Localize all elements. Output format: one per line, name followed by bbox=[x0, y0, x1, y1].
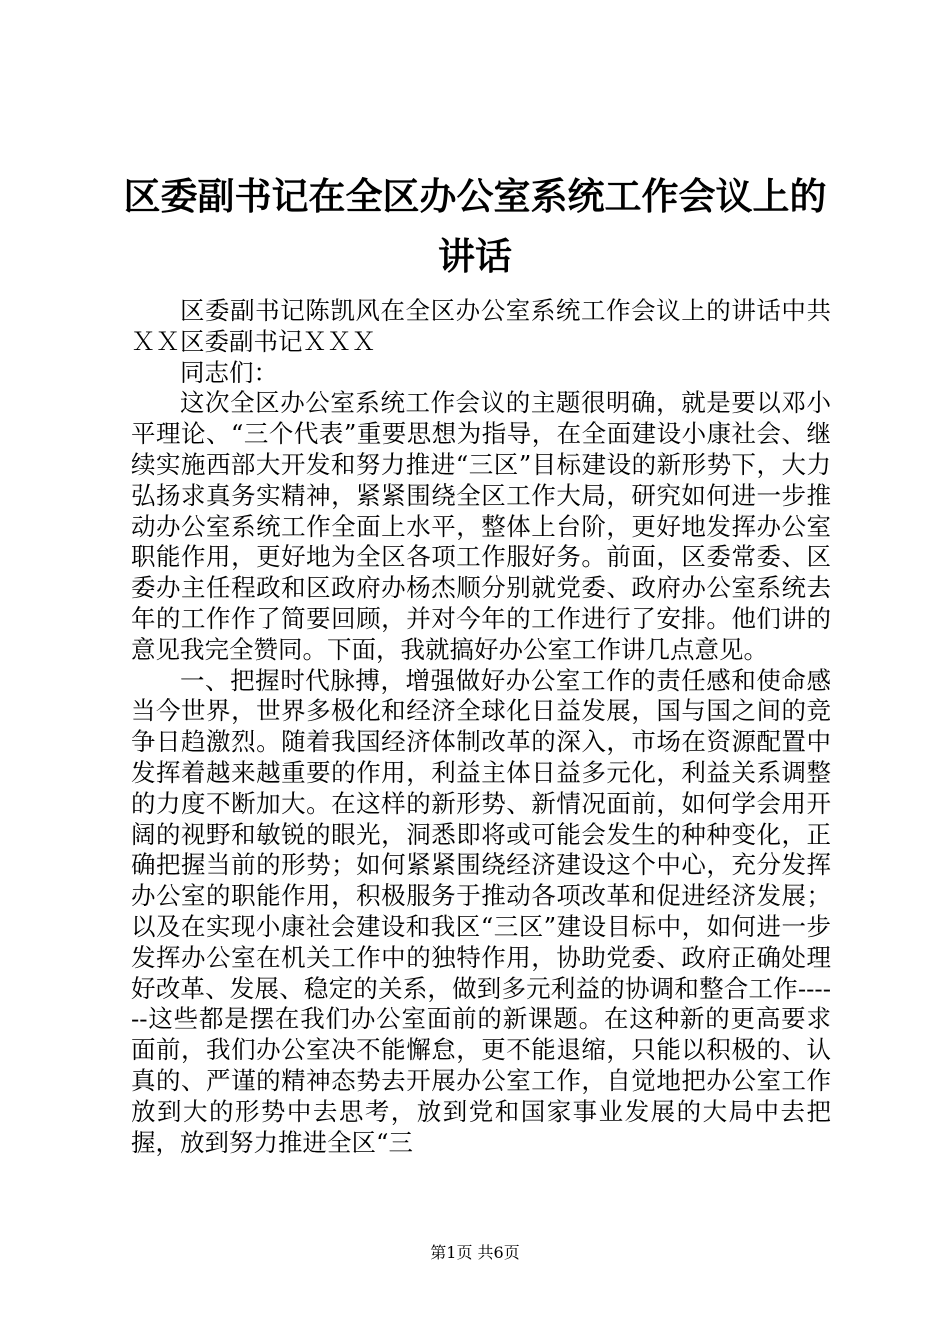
paragraph: 这次全区办公室系统工作会议的主题很明确，就是要以邓小平理论、“三个代表”重要思想为指导，在全面建设小康社会、继续实施西部大开发和努力推进“三区”目标建设的新形势下，大力弘扬求真务实精神，紧紧围绕全区工作大局，研究如何进一步推动办公室系统工作全面上水平，整体上台阶，更好地发挥办公室职能作用，更好地为全区各项工作服好务。前面，区委常委、区委办主任程政和区政府办杨杰顺分别就党委、政府办公室系统去年的工作作了简要回顾，并对今年的工作进行了安排。他们讲的意见我完全赞同。下面，我就搞好办公室工作讲几点意见。 bbox=[131, 388, 831, 664]
paragraph: 区委副书记陈凯风在全区办公室系统工作会议上的讲话中共ＸＸ区委副书记ＸＸＸ bbox=[131, 296, 831, 356]
document-title: 区委副书记在全区办公室系统工作会议上的讲话 bbox=[123, 174, 827, 278]
document-body bbox=[131, 296, 831, 1158]
page-footer: 第1页 共6页 bbox=[430, 1243, 520, 1262]
paragraph: 同志们： bbox=[180, 357, 278, 387]
paragraph: 一、把握时代脉搏，增强做好办公室工作的责任感和使命感当今世界，世界多极化和经济全球化日益发展，国与国之间的竞争日趋激烈。随着我国经济体制改革的深入，市场在资源配置中发挥着越来越重要的作用，利益主体日益多元化，利益关系调整的力度不断加大。在这样的新形势、新情况面前，如何学会用开阔的视野和敏锐的眼光，洞悉即将或可能会发生的种种变化，正确把握当前的形势；如何紧紧围绕经济建设这个中心，充分发挥办公室的职能作用，积极服务于推动各项改革和促进经济发展；以及在实现小康社会建设和我区“三区”建设目标中，如何进一步发挥办公室在机关工作中的独特作用，协助党委、政府正确处理好改革、发展、稳定的关系，做到多元利益的协调和整合工作------这些都是摆在我们办公室面前的新课题。在这种新的更高要求面前，我们办公室决不能懈怠，更不能退缩，只能以积极的、认真的、严谨的精神态势去开展办公室工作，自觉地把办公室工作放到大的形势中去思考，放到党和国家事业发展的大局中去把握，放到努力推进全区“三 bbox=[131, 665, 831, 1157]
